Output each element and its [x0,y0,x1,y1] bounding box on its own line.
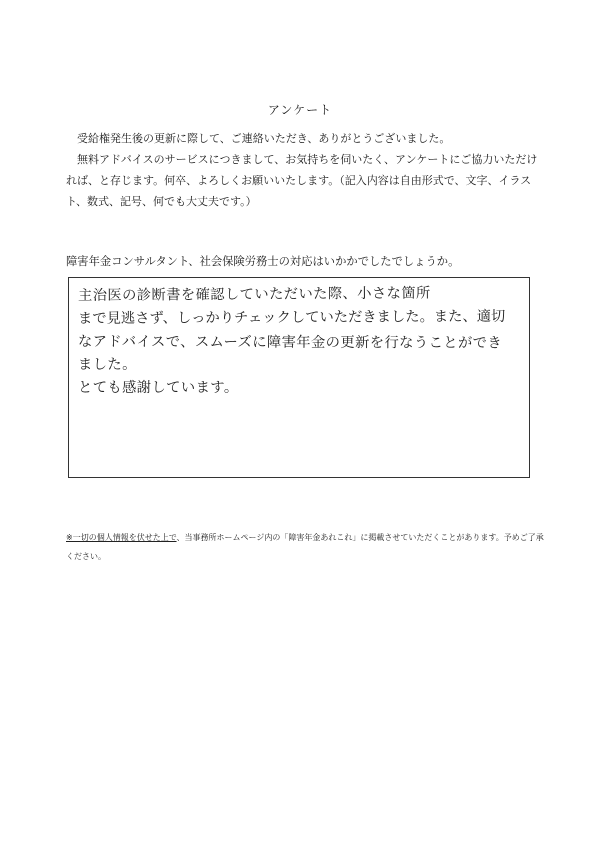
answer-line: 主治医の診断書を確認していただいた際、小さな箇所 [77,285,431,304]
footnote-rest: 、当事務所ホームページ内の「障害年金あれこれ」に掲載させていただくことがあります。予めご了承ください。 [66,533,544,561]
answer-line: まで見逃さず、しっかりチェックしていただきました。また、適切 [77,308,506,327]
answer-line: なアドバイスで、スムーズに障害年金の更新を行なうことができ [77,334,503,352]
handwritten-answer [78,285,526,400]
answer-line: とても感謝しています。 [78,380,239,396]
answer-box [68,277,530,478]
survey-question: 障害年金コンサルタント、社会保険労務士の対応はいかかでしたでしょうか。 [66,255,460,268]
intro-paragraph-request: 無料アドバイスのサービスにつきまして、お気持ちを伺いたく、アンケートにご協力いただければ、と存じます。何卒、よろしくお願いいたします。（記入内容は自由形式で、文字、イラスト、数式、記号、何でも大丈夫です。） [66,153,538,208]
page-title: アンケート [267,103,333,117]
footnote-underlined: ※一切の個人情報を伏せた上で [66,533,177,542]
intro-text [66,128,544,212]
intro-paragraph-thanks: 受給権発生後の更新に際して、ご連絡いただき、ありがとうございました。 [77,132,451,145]
answer-line: ました。 [78,357,137,373]
privacy-footnote [66,528,544,566]
